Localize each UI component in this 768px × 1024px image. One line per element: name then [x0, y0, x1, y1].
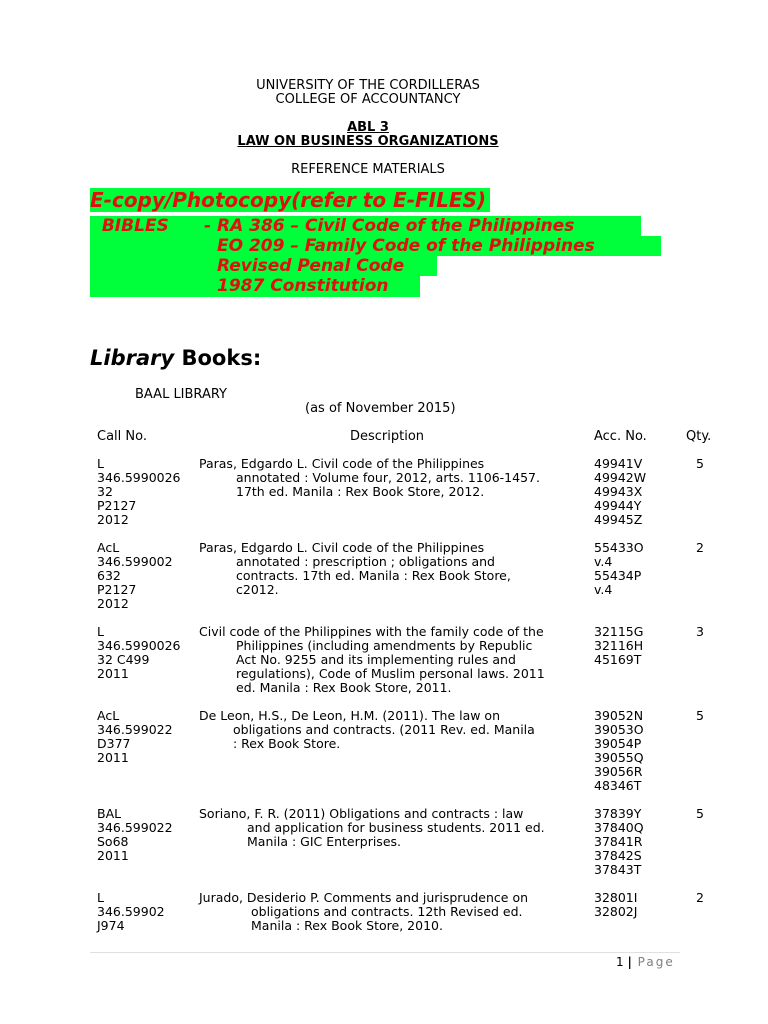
accession-numbers-line: 32802J [594, 904, 638, 919]
book-description [199, 541, 589, 597]
call-number-line: 346.599022 [97, 820, 173, 835]
accession-numbers [594, 891, 637, 919]
ecopy-item-1: - RA 386 – Civil Code of the Philippines [204, 216, 575, 236]
book-description-line: Paras, Edgardo L. Civil code of the Philippines [199, 540, 485, 555]
accession-numbers-line: 32115G [594, 624, 644, 639]
accession-numbers-line: 39055Q [594, 750, 644, 765]
book-description-line: Civil code of the Philippines with the family code of the [199, 624, 544, 639]
book-description-line: Jurado, Desiderio P. Comments and jurisprudence on [199, 890, 529, 905]
page-label: Page [631, 955, 675, 969]
call-number-line: 2011 [97, 666, 129, 681]
book-description [199, 625, 589, 695]
quantity: 2 [696, 890, 704, 905]
accession-numbers-line: 37842S [594, 848, 642, 863]
accession-numbers-line: 39053O [594, 722, 644, 737]
accession-numbers-line: 37841R [594, 834, 643, 849]
ecopy-title: E-copy/Photocopy(refer to E-FILES) [90, 188, 490, 212]
accession-numbers [594, 807, 644, 877]
accession-numbers [594, 541, 644, 597]
call-number-line: 346.599022 [97, 722, 173, 737]
call-number-line: L [97, 456, 104, 471]
quantity: 5 [696, 708, 704, 723]
call-number-line: AcL [97, 540, 120, 555]
ecopy-line-1 [90, 216, 641, 236]
book-description-line: Philippines (including amendments by Republic [236, 638, 533, 653]
book-description-line: De Leon, H.S., De Leon, H.M. (2011). The law on [199, 708, 501, 723]
call-number [97, 709, 173, 765]
as-of-date: (as of November 2015) [305, 401, 456, 416]
ecopy-line-4 [90, 276, 420, 297]
call-number-line: 2011 [97, 750, 129, 765]
call-number-line: 2012 [97, 512, 129, 527]
quantity: 5 [696, 456, 704, 471]
accession-numbers-line: 32801I [594, 890, 638, 905]
library-heading-rest: Books: [174, 346, 262, 370]
bibles-label: BIBLES [90, 216, 175, 236]
book-description [199, 709, 589, 751]
call-number-line: 346.5990026 [97, 470, 181, 485]
accession-numbers-line: 39054P [594, 736, 642, 751]
accession-numbers [594, 457, 646, 527]
book-description-line: annotated : prescription ; obligations and [236, 554, 495, 569]
book-description-line: : Rex Book Store. [233, 736, 341, 751]
call-number-line: 346.59902 [97, 904, 165, 919]
college-name: COLLEGE OF ACCOUNTANCY [275, 92, 461, 107]
call-number-line: BAL [97, 806, 122, 821]
accession-numbers-line: 32116H [594, 638, 644, 653]
accession-numbers-line: 55433O [594, 540, 644, 555]
accession-numbers-line: 49942W [594, 470, 647, 485]
book-description [199, 891, 589, 933]
section-title: REFERENCE MATERIALS [291, 162, 445, 177]
col-header-acc-no: Acc. No. [594, 429, 647, 444]
accession-numbers-line: 37843T [594, 862, 642, 877]
ecopy-item-2: EO 209 – Family Code of the Philippines [217, 236, 595, 256]
call-number-line: 2011 [97, 848, 129, 863]
call-number-line: L [97, 624, 104, 639]
col-header-qty: Qty. [686, 429, 712, 444]
university-name: UNIVERSITY OF THE CORDILLERAS [256, 78, 480, 93]
call-number-line: AcL [97, 708, 120, 723]
page-separator: | [627, 955, 632, 969]
call-number-line: 32 C499 [97, 652, 150, 667]
footer-rule [90, 952, 680, 953]
accession-numbers [594, 709, 644, 793]
quantity: 3 [696, 624, 704, 639]
call-number-line: 346.599002 [97, 554, 173, 569]
accession-numbers-line: 49944Y [594, 498, 642, 513]
book-description-line: ed. Manila : Rex Book Store, 2011. [236, 680, 452, 695]
accession-numbers-line: 37839Y [594, 806, 642, 821]
ecopy-item-3: Revised Penal Code [217, 256, 405, 276]
accession-numbers-line: 49945Z [594, 512, 643, 527]
book-description-line: c2012. [236, 582, 279, 597]
baal-library-label: BAAL LIBRARY [135, 387, 227, 402]
accession-numbers-line: 45169T [594, 652, 642, 667]
course-code: ABL 3 [347, 120, 389, 135]
call-number-line: P2127 [97, 582, 137, 597]
call-number-line: 32 [97, 484, 113, 499]
call-number [97, 457, 181, 527]
book-description-line: regulations), Code of Muslim personal laws. 2011 [236, 666, 545, 681]
call-number [97, 807, 173, 863]
quantity: 5 [696, 806, 704, 821]
accession-numbers-line: 39052N [594, 708, 644, 723]
book-description-line: obligations and contracts. (2011 Rev. ed. Manila [233, 722, 535, 737]
accession-numbers-line: 49941V [594, 456, 643, 471]
book-description-line: contracts. 17th ed. Manila : Rex Book Store, [236, 568, 511, 583]
call-number [97, 541, 173, 611]
call-number-line: 346.5990026 [97, 638, 181, 653]
library-heading-italic: Library [90, 346, 175, 370]
book-description-line: Manila : Rex Book Store, 2010. [251, 918, 443, 933]
call-number-line: L [97, 890, 104, 905]
book-description-line: Act No. 9255 and its implementing rules and [236, 652, 516, 667]
accession-numbers-line: 37840Q [594, 820, 644, 835]
call-number-line: So68 [97, 834, 129, 849]
call-number-line: 632 [97, 568, 121, 583]
page-footer [616, 955, 675, 969]
book-description-line: obligations and contracts. 12th Revised ed. [251, 904, 523, 919]
ecopy-line-2 [90, 236, 661, 256]
quantity: 2 [696, 540, 704, 555]
page-number: 1 [616, 955, 624, 969]
accession-numbers [594, 625, 643, 667]
book-description [199, 457, 589, 499]
call-number-line: D377 [97, 736, 131, 751]
book-description-line: annotated : Volume four, 2012, arts. 1106-1457. [236, 470, 540, 485]
call-number [97, 891, 165, 933]
call-number [97, 625, 181, 681]
library-heading [90, 346, 261, 370]
call-number-line: P2127 [97, 498, 137, 513]
call-number-line: 2012 [97, 596, 129, 611]
accession-numbers-line: v.4 [594, 582, 613, 597]
book-description-line: Paras, Edgardo L. Civil code of the Philippines [199, 456, 485, 471]
ecopy-line-3 [90, 256, 437, 276]
accession-numbers-line: 48346T [594, 778, 642, 793]
ecopy-item-4: 1987 Constitution [217, 276, 389, 296]
col-header-call-no: Call No. [97, 429, 147, 444]
call-number-line: J974 [97, 918, 125, 933]
book-description-line: and application for business students. 2011 ed. [247, 820, 545, 835]
accession-numbers-line: 55434P [594, 568, 642, 583]
book-description-line: Soriano, F. R. (2011) Obligations and contracts : law [199, 806, 524, 821]
accession-numbers-line: v.4 [594, 554, 613, 569]
accession-numbers-line: 49943X [594, 484, 643, 499]
course-title: LAW ON BUSINESS ORGANIZATIONS [237, 134, 499, 149]
accession-numbers-line: 39056R [594, 764, 643, 779]
book-description [199, 807, 589, 849]
col-header-description: Description [350, 429, 425, 444]
book-description-line: Manila : GIC Enterprises. [247, 834, 401, 849]
book-description-line: 17th ed. Manila : Rex Book Store, 2012. [236, 484, 485, 499]
